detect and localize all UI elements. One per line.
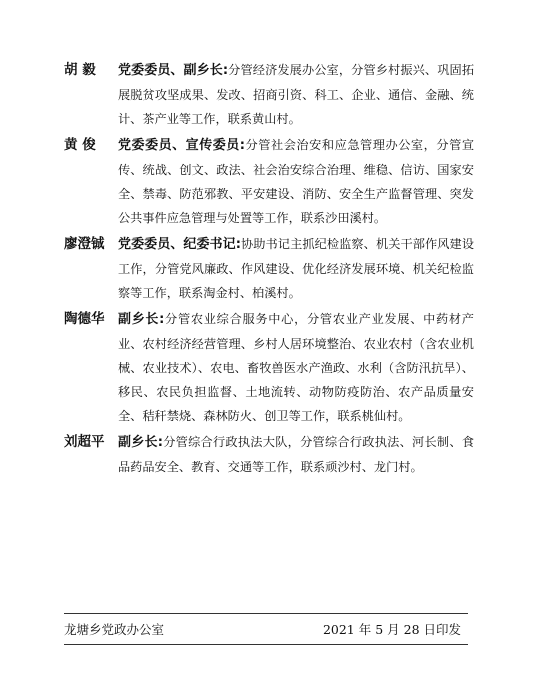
footer-top-rule [64, 613, 468, 614]
official-role: 党委委员、纪委书记: [118, 237, 241, 252]
official-entry-tao-dehua [64, 307, 474, 428]
official-entry-liu-chaoping [64, 430, 474, 479]
official-duties: 分管综合行政执法大队，分管综合行政执法、河长制、食品药品安全、教育、交通等工作，联系顽沙村、龙门村。 [118, 435, 475, 474]
official-text [118, 430, 474, 479]
official-list [64, 58, 474, 481]
official-duties: 分管社会治安和应急管理办公室，分管宣传、统战、创文、政法、社会治安综合治理、维稳、信访、国家安全、禁毒、防范邪教、平安建设、消防、安全生产监督管理、突发公共事件应急管理与处置等工作，联系沙田溪村。 [118, 138, 475, 225]
official-name: 黄 俊 [64, 137, 96, 153]
official-name: 胡 毅 [64, 62, 96, 78]
official-duties: 分管经济发展办公室，分管乡村振兴、巩固拓展脱贫攻坚成果、发改、招商引资、科工、企业、通信、金融、统计、茶产业等工作，联系黄山村。 [118, 63, 475, 126]
official-role: 党委委员、副乡长: [118, 63, 229, 78]
official-duties: 协助书记主抓纪检监察、机关干部作风建设工作，分管党风廉政、作风建设、优化经济发展环境、机关纪检监察等工作，联系淘金村、柏溪村。 [118, 237, 475, 300]
official-name: 刘超平 [64, 434, 105, 450]
official-entry-hu-yi [64, 58, 474, 131]
footer-issuer: 龙塘乡党政办公室 [64, 622, 165, 637]
footer-date: 2021 年 5 月 28 日印发 [322, 622, 461, 637]
official-text [118, 232, 474, 305]
official-entry-huang-jun [64, 133, 474, 230]
official-text [118, 307, 474, 428]
official-role: 副乡长: [118, 435, 163, 450]
footer-bottom-rule [64, 644, 468, 645]
official-duties: 分管农业综合服务中心，分管农业产业发展、中药材产业、农村经济经营管理、乡村人居环境整治、农业农村（含农业机械、农业技术）、农电、畜牧兽医水产渔政、水利（含防汛抗旱）、移民、农民负担监督、土地流转、动物防疫防治、农产品质量安全、秸秆禁烧、森林防火、创卫等工作，联系桃仙村。 [118, 312, 474, 423]
official-name: 陶德华 [64, 311, 105, 327]
official-role: 副乡长: [118, 312, 165, 327]
official-text [118, 58, 474, 131]
official-text [118, 133, 474, 230]
official-role: 党委委员、宣传委员: [118, 138, 246, 153]
official-entry-liao-chengcheng [64, 232, 474, 305]
official-name: 廖澄铖 [64, 236, 105, 252]
